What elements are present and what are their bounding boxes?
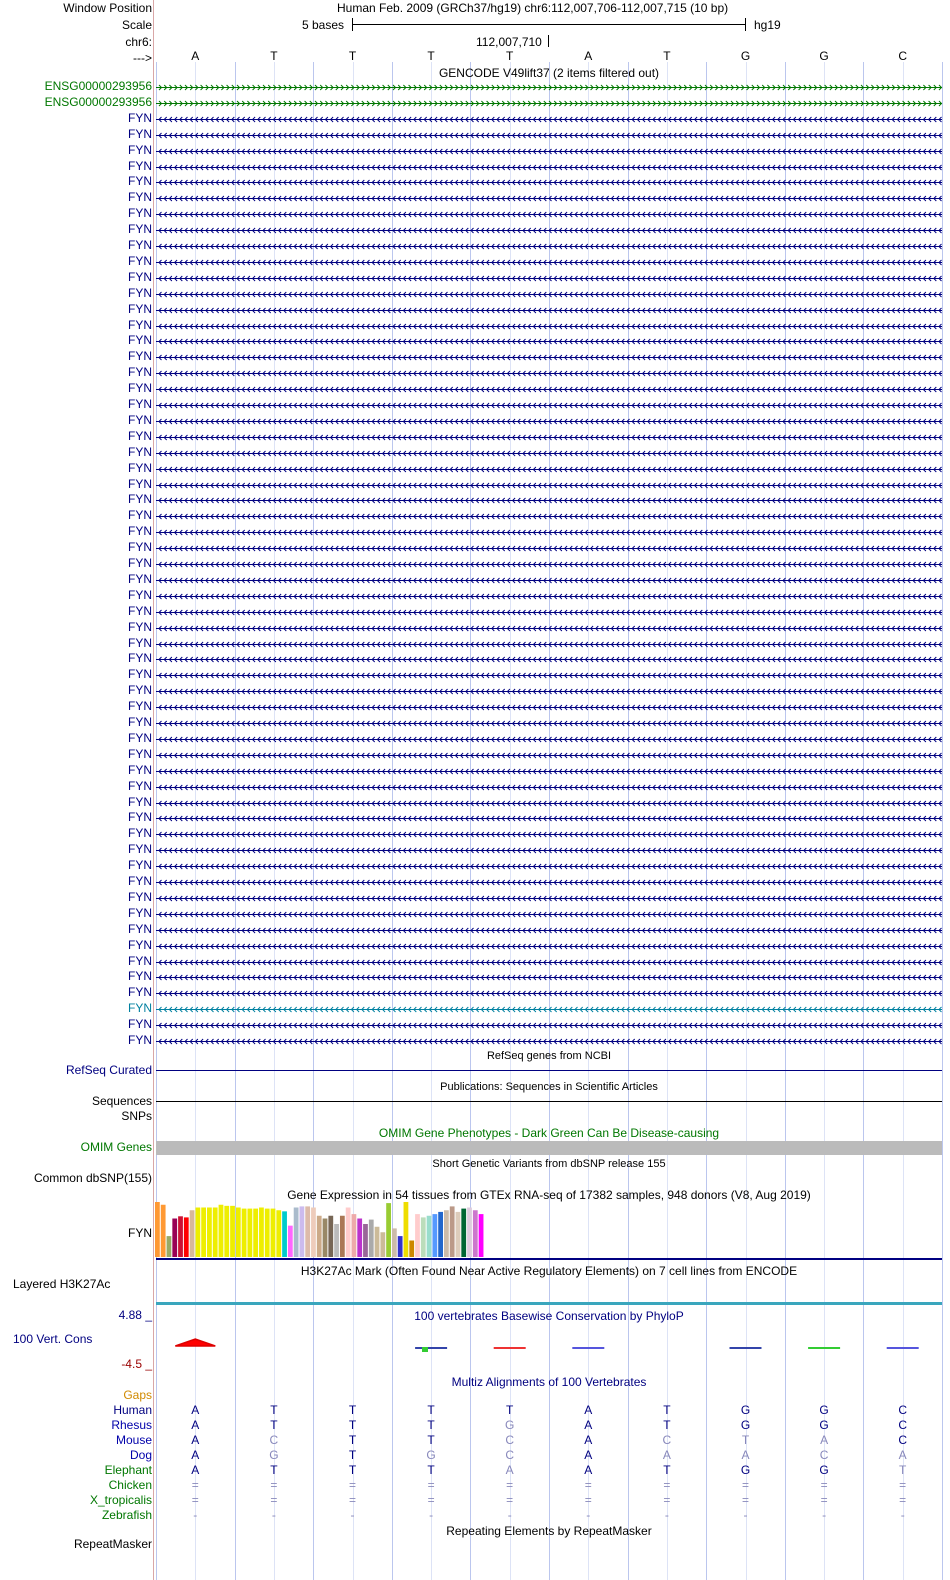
alignment-base: -	[193, 1508, 198, 1522]
gtex-bar	[230, 1206, 235, 1257]
fyn-transcript-label[interactable]: FYN	[128, 142, 152, 157]
alignment-base: -	[900, 1508, 905, 1522]
gtex-bar	[409, 1241, 414, 1258]
alignment-base: -	[822, 1508, 827, 1522]
gtex-bar	[184, 1217, 189, 1257]
fyn-transcript-label[interactable]: FYN	[128, 874, 152, 888]
gtex-bar	[432, 1214, 437, 1257]
gtex-bar	[323, 1219, 328, 1258]
fyn-transcript-label[interactable]: FYN	[128, 571, 152, 586]
fyn-transcript-label[interactable]: FYN	[128, 1033, 152, 1047]
alignment-base: A	[191, 1403, 200, 1417]
alignment-base: =	[427, 1478, 435, 1492]
alignment-base: T	[427, 1403, 435, 1417]
alignment-base: C	[269, 1433, 279, 1447]
gtex-bar	[155, 1202, 160, 1257]
fyn-transcript-label[interactable]: FYN	[128, 524, 152, 539]
fyn-transcript-label[interactable]: FYN	[128, 667, 152, 682]
alignment-base: A	[584, 1448, 593, 1462]
alignment-base: A	[505, 1463, 514, 1477]
alignment-base: T	[270, 1403, 278, 1417]
alignment-base: T	[663, 1403, 671, 1417]
alignment-base: C	[662, 1433, 672, 1447]
alignment-base: =	[270, 1478, 278, 1492]
base-letter: G	[819, 49, 829, 63]
species-label[interactable]: Human	[113, 1403, 152, 1417]
alignment-base: =	[348, 1493, 356, 1507]
phylop-score	[808, 1347, 840, 1349]
alignment-base: C	[898, 1418, 908, 1432]
alignment-base: A	[584, 1433, 593, 1447]
fyn-transcript-label[interactable]: FYN	[128, 476, 152, 491]
gtex-bar	[467, 1208, 472, 1258]
alignment-base: T	[663, 1463, 671, 1477]
alignment-base: T	[427, 1433, 435, 1447]
alignment-base: =	[191, 1493, 199, 1507]
alignment-base: T	[348, 1448, 357, 1462]
gtex-bar	[247, 1209, 252, 1257]
fyn-transcript-label[interactable]: FYN	[128, 508, 152, 523]
species-label[interactable]: X_tropicalis	[89, 1493, 152, 1507]
gtex-bar	[334, 1224, 339, 1257]
gtex-bar	[363, 1224, 368, 1257]
fyn-transcript-label[interactable]: FYN	[128, 969, 152, 984]
strand-toggle[interactable]: --->	[133, 51, 152, 65]
base-letter: T	[348, 49, 357, 63]
gtex-bar	[167, 1236, 172, 1257]
phylop-max-label: 4.88 _	[118, 1308, 152, 1322]
scale-db-text: hg19	[754, 18, 781, 32]
alignment-base: C	[898, 1403, 908, 1417]
base-letter: T	[270, 49, 278, 63]
alignment-base: A	[191, 1463, 200, 1477]
alignment-base: G	[269, 1448, 279, 1462]
fyn-transcript-label[interactable]: FYN	[128, 762, 152, 777]
fyn-transcript-label[interactable]: FYN	[128, 635, 152, 650]
alignment-base: =	[663, 1493, 671, 1507]
fyn-transcript-label[interactable]: FYN	[128, 126, 152, 141]
alignment-base: A	[584, 1418, 593, 1432]
gtex-bar	[386, 1203, 391, 1257]
gtex-bar	[259, 1208, 264, 1258]
fyn-transcript-label[interactable]: FYN	[128, 190, 152, 205]
alignment-base: T	[270, 1418, 278, 1432]
base-letter: A	[191, 49, 200, 63]
gtex-bar	[328, 1216, 333, 1257]
fyn-transcript-label[interactable]: FYN	[128, 206, 152, 221]
alignment-base: A	[662, 1448, 671, 1462]
gtex-bar	[346, 1208, 351, 1258]
alignment-base: T	[506, 1403, 514, 1417]
fyn-transcript-label[interactable]: FYN	[128, 858, 152, 873]
phylop-track-title[interactable]: 100 vertebrates Basewise Conservation by PhyloP	[414, 1309, 684, 1323]
fyn-transcript-label[interactable]: FYN	[128, 730, 152, 745]
fyn-transcript-label[interactable]: FYN	[128, 985, 152, 1000]
gtex-bar	[352, 1214, 357, 1257]
fyn-transcript-label[interactable]: FYN	[128, 333, 152, 348]
fyn-transcript-label[interactable]: FYN	[128, 810, 152, 825]
gtex-bar	[207, 1208, 212, 1258]
species-label[interactable]: Chicken	[108, 1478, 152, 1492]
h3k27ac-track-title[interactable]: H3K27Ac Mark (Often Found Near Active Regulatory Elements) on 7 cell lines from ENCODE	[300, 1264, 798, 1278]
fyn-transcript-label[interactable]: FYN	[128, 301, 152, 316]
h3k27ac-signal	[156, 1302, 942, 1305]
fyn-transcript-label[interactable]: FYN	[128, 746, 152, 761]
refseq-curated-label[interactable]: RefSeq Curated	[65, 1063, 152, 1077]
alignment-base: =	[191, 1478, 199, 1492]
gtex-track-title[interactable]: Gene Expression in 54 tissues from GTEx RNA-seq of 17382 samples, 948 donors (V8, Aug 2019)	[287, 1188, 811, 1202]
alignment-base: A	[741, 1448, 750, 1462]
base-letter: T	[663, 49, 671, 63]
base-letter: C	[898, 49, 908, 63]
alignment-base: C	[505, 1448, 515, 1462]
alignment-base: G	[819, 1403, 829, 1417]
gtex-gene-label[interactable]: FYN	[128, 1226, 152, 1240]
gtex-bar	[311, 1208, 316, 1258]
gtex-bar	[213, 1208, 218, 1258]
fyn-transcript-label[interactable]: FYN	[128, 492, 152, 507]
gtex-bar	[271, 1209, 276, 1257]
gtex-bar	[450, 1206, 455, 1257]
alignment-base: -	[429, 1508, 434, 1522]
alignment-base: A	[191, 1418, 200, 1432]
species-label[interactable]: Rhesus	[111, 1418, 152, 1432]
fyn-transcript-label[interactable]: FYN	[128, 412, 152, 427]
fyn-transcript-label[interactable]: FYN	[128, 110, 152, 125]
gtex-bar	[392, 1228, 397, 1257]
alignment-base: G	[819, 1418, 829, 1432]
alignment-base: T	[348, 1433, 357, 1447]
gtex-bar	[172, 1219, 177, 1258]
phylop-score	[415, 1347, 447, 1349]
alignment-base: -	[664, 1508, 669, 1522]
alignment-base: A	[584, 1463, 593, 1477]
alignment-base: T	[427, 1463, 435, 1477]
alignment-base: -	[743, 1508, 748, 1522]
fyn-transcript-label[interactable]: FYN	[128, 651, 152, 666]
species-label[interactable]: Dog	[129, 1448, 152, 1462]
fyn-transcript-label[interactable]: FYN	[128, 953, 152, 968]
gtex-bar	[380, 1232, 385, 1257]
multiz-track-title[interactable]: Multiz Alignments of 100 Vertebrates	[451, 1375, 647, 1389]
gtex-bar	[282, 1211, 287, 1257]
gtex-bar	[375, 1227, 380, 1257]
alignment-base: G	[740, 1418, 751, 1432]
fyn-transcript-label[interactable]: FYN	[128, 174, 152, 189]
alignment-base: =	[820, 1478, 828, 1492]
alignment-base: G	[505, 1418, 515, 1432]
fyn-transcript-label[interactable]: FYN	[128, 253, 152, 268]
alignment-base: T	[427, 1418, 435, 1432]
alignment-base: =	[270, 1493, 278, 1507]
fyn-transcript-label[interactable]: FYN	[128, 397, 152, 411]
gtex-bar	[161, 1205, 166, 1257]
alignment-base: C	[819, 1448, 829, 1462]
alignment-base: A	[584, 1403, 593, 1417]
alignment-base: C	[505, 1433, 515, 1447]
gtex-bar	[404, 1202, 409, 1257]
alignment-base: A	[820, 1433, 829, 1447]
vert-cons-label[interactable]: 100 Vert. Cons	[13, 1332, 93, 1346]
fyn-transcript-label[interactable]: FYN	[128, 778, 152, 793]
alignment-base: =	[427, 1493, 435, 1507]
alignment-base: =	[820, 1493, 828, 1507]
phylop-score	[572, 1347, 604, 1349]
alignment-base: T	[741, 1433, 750, 1447]
gtex-bar	[398, 1236, 403, 1257]
phylop-score	[887, 1347, 919, 1349]
alignment-base: A	[191, 1433, 200, 1447]
gtex-bar	[427, 1216, 432, 1257]
repeatmasker-track-title[interactable]: Repeating Elements by RepeatMasker	[446, 1524, 652, 1538]
layered-h3k27ac-label[interactable]: Layered H3K27Ac	[13, 1277, 111, 1291]
repeatmasker-label[interactable]: RepeatMasker	[73, 1537, 152, 1551]
species-label[interactable]: Mouse	[115, 1433, 152, 1447]
fyn-transcript-label[interactable]: FYN	[128, 238, 152, 252]
alignment-base: -	[271, 1508, 276, 1522]
base-letter: T	[506, 49, 514, 63]
dbsnp-track-title[interactable]: Short Genetic Variants from dbSNP release 155	[432, 1158, 666, 1170]
phylop-score	[494, 1347, 526, 1349]
phylop-score	[730, 1347, 762, 1349]
fyn-transcript-label[interactable]: FYN	[128, 158, 152, 173]
fyn-transcript-label[interactable]: FYN	[128, 381, 152, 396]
alignment-base: T	[348, 1403, 357, 1417]
fyn-transcript-label[interactable]: FYN	[128, 603, 152, 618]
omim-genes-label[interactable]: OMIM Genes	[80, 1140, 152, 1154]
snps-label[interactable]: SNPs	[121, 1109, 152, 1123]
alignment-base: =	[506, 1493, 514, 1507]
scale-label: Scale	[121, 18, 152, 32]
gtex-bar	[479, 1214, 484, 1257]
assembly-position-text: Human Feb. 2009 (GRCh37/hg19) chr6:112,007,706-112,007,715 (10 bp)	[337, 1, 729, 15]
fyn-transcript-label[interactable]: FYN	[128, 365, 152, 380]
alignment-base: =	[506, 1478, 514, 1492]
sequences-label[interactable]: Sequences	[91, 1094, 152, 1108]
alignment-base: C	[898, 1433, 908, 1447]
fyn-transcript-label[interactable]: FYN	[128, 1017, 152, 1032]
base-letter: A	[584, 49, 593, 63]
window-position-label: Window Position	[63, 1, 152, 15]
gencode-track-title[interactable]: GENCODE V49lift37 (2 items filtered out)	[438, 66, 660, 80]
alignment-base: -	[507, 1508, 512, 1522]
fyn-transcript-label[interactable]: FYN	[128, 826, 152, 841]
gtex-bar	[300, 1206, 305, 1257]
gtex-bar	[461, 1209, 466, 1257]
scale-bases-text: 5 bases	[302, 18, 345, 32]
alignment-base: =	[584, 1478, 592, 1492]
fyn-transcript-label[interactable]: FYN	[128, 460, 152, 475]
refseq-track-title[interactable]: RefSeq genes from NCBI	[486, 1050, 612, 1062]
gtex-bar	[224, 1206, 229, 1257]
gtex-bar	[219, 1205, 224, 1257]
alignment-base: T	[348, 1463, 357, 1477]
gtex-bar	[340, 1216, 345, 1257]
fyn-transcript-label[interactable]: FYN	[128, 905, 152, 920]
fyn-transcript-label[interactable]: FYN	[128, 889, 152, 904]
gtex-bar	[444, 1210, 449, 1257]
gtex-bar	[288, 1226, 293, 1257]
alignment-base: =	[899, 1478, 907, 1492]
position-tick-label: 112,007,710	[476, 35, 542, 49]
gtex-bar	[242, 1209, 247, 1257]
fyn-transcript-label[interactable]: FYN	[128, 540, 152, 555]
fyn-transcript-label[interactable]: FYN	[128, 921, 152, 936]
alignment-base: T	[663, 1418, 671, 1432]
alignment-base: =	[899, 1493, 907, 1507]
alignment-base: =	[741, 1478, 749, 1492]
fyn-transcript-label[interactable]: FYN	[128, 715, 152, 729]
alignment-base: T	[899, 1463, 907, 1477]
base-letter: G	[740, 49, 751, 63]
alignment-base: =	[584, 1493, 592, 1507]
chrom-label: chr6:	[125, 35, 152, 49]
fyn-transcript-label[interactable]: FYN	[128, 285, 152, 300]
alignment-base: G	[740, 1463, 751, 1477]
fyn-transcript-label[interactable]: FYN	[128, 842, 152, 857]
ensg-gene-label[interactable]: ENSG00000293956	[44, 79, 152, 93]
fyn-transcript-label[interactable]: FYN	[128, 428, 152, 443]
gtex-bar	[415, 1214, 420, 1257]
fyn-transcript-label[interactable]: FYN	[128, 349, 152, 364]
gtex-bar	[438, 1212, 443, 1257]
gtex-bar	[421, 1217, 426, 1257]
phylop-min-label: -4.5 _	[121, 1357, 152, 1371]
alignment-base: G	[819, 1463, 829, 1477]
alignment-base: -	[350, 1508, 355, 1522]
alignment-base: =	[348, 1478, 356, 1492]
alignment-base: T	[270, 1463, 278, 1477]
fyn-transcript-label[interactable]: FYN	[128, 269, 152, 284]
fyn-transcript-label[interactable]: FYN	[128, 587, 152, 602]
fyn-transcript-label[interactable]: FYN	[128, 619, 152, 634]
publications-track-title[interactable]: Publications: Sequences in Scientific Articles	[440, 1081, 658, 1093]
alignment-base: A	[898, 1448, 907, 1462]
species-label[interactable]: Zebrafish	[101, 1508, 152, 1522]
omim-track-title[interactable]: OMIM Gene Phenotypes - Dark Green Can Be Disease-causing	[378, 1126, 720, 1140]
fyn-transcript-label[interactable]: FYN	[128, 699, 152, 714]
alignment-base: G	[426, 1448, 436, 1462]
gtex-bar	[195, 1208, 200, 1258]
base-letter: T	[427, 49, 435, 63]
gtex-bar	[357, 1219, 362, 1258]
fyn-transcript-label[interactable]: FYN	[128, 317, 152, 332]
alignment-base: =	[663, 1478, 671, 1492]
phylop-score-mark	[422, 1347, 428, 1352]
gtex-bar	[473, 1210, 478, 1257]
gtex-bar	[369, 1220, 374, 1257]
gtex-bar	[236, 1208, 241, 1258]
fyn-transcript-label[interactable]: FYN	[128, 1001, 152, 1016]
fyn-transcript-label[interactable]: FYN	[128, 556, 152, 570]
gtex-bar	[294, 1208, 299, 1258]
species-label[interactable]: Elephant	[104, 1463, 152, 1477]
gtex-bar	[178, 1216, 183, 1257]
alignment-base: A	[191, 1448, 200, 1462]
alignment-base: =	[741, 1493, 749, 1507]
alignment-base: T	[348, 1418, 357, 1432]
omim-bar	[156, 1141, 942, 1155]
gtex-bar	[265, 1209, 270, 1257]
gtex-bar	[276, 1210, 281, 1257]
common-dbsnp-label[interactable]: Common dbSNP(155)	[33, 1171, 152, 1185]
phylop-peak	[175, 1339, 215, 1346]
fyn-transcript-label[interactable]: FYN	[128, 937, 152, 952]
gtex-bar	[190, 1210, 195, 1257]
fyn-transcript-label[interactable]: FYN	[128, 683, 152, 698]
ensg-gene-label[interactable]: ENSG00000293956	[44, 94, 152, 109]
fyn-transcript-label[interactable]: FYN	[128, 222, 152, 237]
fyn-transcript-label[interactable]: FYN	[128, 794, 152, 809]
fyn-transcript-label[interactable]: FYN	[128, 444, 152, 459]
alignment-base: -	[586, 1508, 591, 1522]
gtex-bar	[317, 1216, 322, 1257]
gtex-bar	[456, 1212, 461, 1257]
gtex-bar	[201, 1208, 206, 1258]
alignment-base: G	[740, 1403, 751, 1417]
gtex-bar	[305, 1206, 310, 1257]
gaps-label: Gaps	[123, 1388, 152, 1402]
gtex-bar	[253, 1209, 258, 1257]
